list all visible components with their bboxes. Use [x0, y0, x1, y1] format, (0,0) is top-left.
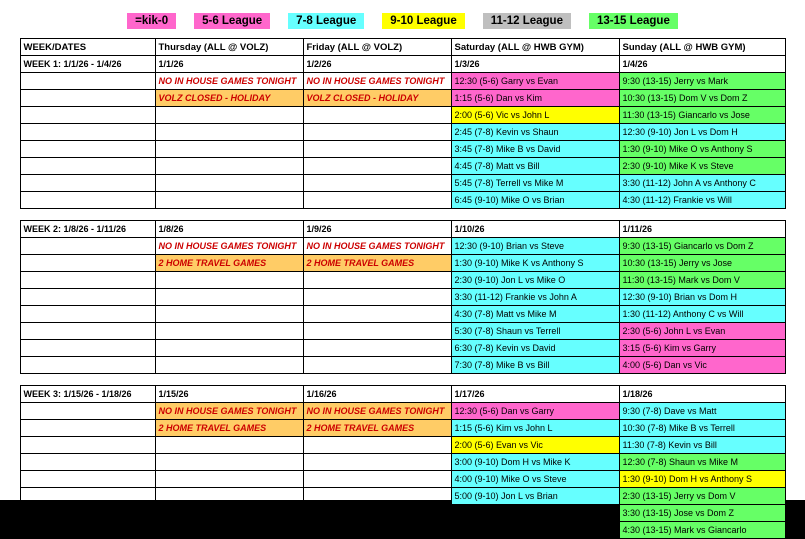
row-spacer	[20, 289, 155, 306]
table-row	[20, 522, 785, 539]
game-cell-sunday: 4:30 (11-12) Frankie vs Will	[619, 192, 785, 209]
game-cell-friday	[303, 192, 451, 209]
game-cell-sunday: 1:30 (11-12) Anthony C vs Will	[619, 306, 785, 323]
game-cell-friday	[303, 124, 451, 141]
row-spacer	[20, 340, 155, 357]
table-row	[20, 238, 785, 255]
day-date: 1/16/26	[303, 386, 451, 403]
game-cell-saturday: 1:15 (5-6) Dan vs Kim	[451, 90, 619, 107]
game-cell-thursday: 2 HOME TRAVEL GAMES	[155, 255, 303, 272]
week-label: WEEK 1: 1/1/26 - 1/4/26	[20, 56, 155, 73]
separator-cell	[155, 209, 303, 221]
row-spacer	[20, 488, 155, 505]
separator-cell	[619, 374, 785, 386]
game-cell-sunday: 2:30 (9-10) Mike K vs Steve	[619, 158, 785, 175]
table-row	[20, 340, 785, 357]
game-cell-friday	[303, 175, 451, 192]
game-cell-friday	[303, 454, 451, 471]
separator-cell	[303, 374, 451, 386]
day-date: 1/8/26	[155, 221, 303, 238]
game-cell-saturday: 7:00 (11-12) John A vs Will	[451, 522, 619, 539]
table-row	[20, 141, 785, 158]
game-cell-thursday: VOLZ CLOSED - HOLIDAY	[155, 90, 303, 107]
game-cell-friday	[303, 158, 451, 175]
game-cell-saturday: 12:30 (5-6) Garry vs Evan	[451, 73, 619, 90]
legend-item: 7-8 League	[288, 13, 364, 29]
game-cell-sunday: 11:30 (13-15) Mark vs Dom V	[619, 272, 785, 289]
table-header-row	[20, 39, 785, 56]
game-cell-friday	[303, 505, 451, 522]
game-cell-friday	[303, 437, 451, 454]
game-cell-saturday: 6:30 (7-8) Kevin vs David	[451, 340, 619, 357]
game-cell-sunday: 3:30 (11-12) John A vs Anthony C	[619, 175, 785, 192]
game-cell-thursday	[155, 437, 303, 454]
legend-item: 5-6 League	[194, 13, 270, 29]
game-cell-saturday: 12:30 (9-10) Brian vs Steve	[451, 238, 619, 255]
schedule-table	[20, 38, 786, 539]
row-spacer	[20, 437, 155, 454]
table-row	[20, 107, 785, 124]
game-cell-saturday: 5:00 (9-10) Jon L vs Brian	[451, 488, 619, 505]
game-cell-sunday: 1:30 (9-10) Mike O vs Anthony S	[619, 141, 785, 158]
day-date: 1/18/26	[619, 386, 785, 403]
table-row	[20, 488, 785, 505]
game-cell-saturday: 4:45 (7-8) Matt vs Bill	[451, 158, 619, 175]
game-cell-saturday: 1:15 (5-6) Kim vs John L	[451, 420, 619, 437]
column-header: Friday (ALL @ VOLZ)	[303, 39, 451, 56]
game-cell-friday	[303, 323, 451, 340]
game-cell-thursday	[155, 175, 303, 192]
column-header: WEEK/DATES	[20, 39, 155, 56]
row-spacer	[20, 471, 155, 488]
game-cell-thursday: 2 HOME TRAVEL GAMES	[155, 420, 303, 437]
separator-cell	[20, 209, 155, 221]
row-spacer	[20, 73, 155, 90]
league-legend	[0, 0, 805, 38]
row-spacer	[20, 272, 155, 289]
game-cell-thursday: NO IN HOUSE GAMES TONIGHT	[155, 238, 303, 255]
table-row	[20, 403, 785, 420]
week-date-row	[20, 386, 785, 403]
table-row	[20, 505, 785, 522]
game-cell-friday: VOLZ CLOSED - HOLIDAY	[303, 90, 451, 107]
table-row	[20, 437, 785, 454]
row-spacer	[20, 90, 155, 107]
game-cell-friday	[303, 272, 451, 289]
row-spacer	[20, 323, 155, 340]
game-cell-sunday: 12:30 (9-10) Brian vs Dom H	[619, 289, 785, 306]
game-cell-thursday	[155, 306, 303, 323]
game-cell-sunday: 10:30 (13-15) Jerry vs Jose	[619, 255, 785, 272]
row-spacer	[20, 306, 155, 323]
legend-item: 11-12 League	[483, 13, 571, 29]
row-spacer	[20, 505, 155, 522]
column-header: Saturday (ALL @ HWB GYM)	[451, 39, 619, 56]
game-cell-sunday: 3:15 (5-6) Kim vs Garry	[619, 340, 785, 357]
row-spacer	[20, 357, 155, 374]
table-row	[20, 90, 785, 107]
game-cell-sunday: 10:30 (13-15) Dom V vs Dom Z	[619, 90, 785, 107]
week-label: WEEK 2: 1/8/26 - 1/11/26	[20, 221, 155, 238]
game-cell-sunday: 2:30 (5-6) John L vs Evan	[619, 323, 785, 340]
row-spacer	[20, 141, 155, 158]
game-cell-saturday: 1:30 (9-10) Mike K vs Anthony S	[451, 255, 619, 272]
game-cell-thursday	[155, 454, 303, 471]
game-cell-thursday	[155, 192, 303, 209]
game-cell-thursday	[155, 357, 303, 374]
game-cell-friday: NO IN HOUSE GAMES TONIGHT	[303, 403, 451, 420]
game-cell-sunday: 11:30 (7-8) Kevin vs Bill	[619, 437, 785, 454]
day-date: 1/11/26	[619, 221, 785, 238]
day-date: 1/15/26	[155, 386, 303, 403]
table-row	[20, 420, 785, 437]
week-separator	[20, 374, 785, 386]
row-spacer	[20, 238, 155, 255]
game-cell-friday	[303, 141, 451, 158]
game-cell-saturday: 2:30 (9-10) Jon L vs Mike O	[451, 272, 619, 289]
game-cell-friday	[303, 488, 451, 505]
row-spacer	[20, 192, 155, 209]
table-row	[20, 323, 785, 340]
game-cell-thursday: NO IN HOUSE GAMES TONIGHT	[155, 73, 303, 90]
table-row	[20, 357, 785, 374]
legend-item: 9-10 League	[382, 13, 464, 29]
row-spacer	[20, 158, 155, 175]
game-cell-friday	[303, 289, 451, 306]
table-row	[20, 175, 785, 192]
game-cell-friday	[303, 107, 451, 124]
day-date: 1/17/26	[451, 386, 619, 403]
column-header: Thursday (ALL @ VOLZ)	[155, 39, 303, 56]
game-cell-thursday	[155, 522, 303, 539]
legend-item: 13-15 League	[589, 13, 678, 29]
game-cell-friday: 2 HOME TRAVEL GAMES	[303, 420, 451, 437]
separator-cell	[155, 374, 303, 386]
game-cell-thursday	[155, 471, 303, 488]
game-cell-thursday: NO IN HOUSE GAMES TONIGHT	[155, 403, 303, 420]
game-cell-thursday	[155, 323, 303, 340]
game-cell-saturday: 3:45 (7-8) Mike B vs David	[451, 141, 619, 158]
game-cell-thursday	[155, 289, 303, 306]
week-label: WEEK 3: 1/15/26 - 1/18/26	[20, 386, 155, 403]
game-cell-friday	[303, 357, 451, 374]
row-spacer	[20, 124, 155, 141]
game-cell-friday: NO IN HOUSE GAMES TONIGHT	[303, 238, 451, 255]
table-row	[20, 471, 785, 488]
week-date-row	[20, 221, 785, 238]
game-cell-friday	[303, 522, 451, 539]
game-cell-saturday: 4:00 (9-10) Mike O vs Steve	[451, 471, 619, 488]
table-row	[20, 289, 785, 306]
separator-cell	[20, 374, 155, 386]
day-date: 1/3/26	[451, 56, 619, 73]
row-spacer	[20, 175, 155, 192]
game-cell-friday	[303, 306, 451, 323]
game-cell-thursday	[155, 272, 303, 289]
game-cell-saturday: 5:30 (7-8) Shaun vs Terrell	[451, 323, 619, 340]
table-row	[20, 124, 785, 141]
game-cell-thursday	[155, 505, 303, 522]
game-cell-sunday: 2:30 (13-15) Jerry vs Dom V	[619, 488, 785, 505]
table-row	[20, 192, 785, 209]
row-spacer	[20, 255, 155, 272]
game-cell-saturday: 5:45 (7-8) Terrell vs Mike M	[451, 175, 619, 192]
game-cell-saturday: 2:00 (5-6) Vic vs John L	[451, 107, 619, 124]
game-cell-friday: 2 HOME TRAVEL GAMES	[303, 255, 451, 272]
row-spacer	[20, 522, 155, 539]
game-cell-saturday: 7:30 (7-8) Mike B vs Bill	[451, 357, 619, 374]
day-date: 1/2/26	[303, 56, 451, 73]
separator-cell	[451, 374, 619, 386]
separator-cell	[451, 209, 619, 221]
game-cell-sunday: 9:30 (13-15) Jerry vs Mark	[619, 73, 785, 90]
table-row	[20, 454, 785, 471]
game-cell-friday: NO IN HOUSE GAMES TONIGHT	[303, 73, 451, 90]
day-date: 1/1/26	[155, 56, 303, 73]
game-cell-saturday: 2:45 (7-8) Kevin vs Shaun	[451, 124, 619, 141]
separator-cell	[303, 209, 451, 221]
game-cell-saturday: 3:00 (9-10) Dom H vs Mike K	[451, 454, 619, 471]
row-spacer	[20, 420, 155, 437]
game-cell-saturday: 6:45 (9-10) Mike O vs Brian	[451, 192, 619, 209]
game-cell-friday	[303, 340, 451, 357]
table-row	[20, 272, 785, 289]
row-spacer	[20, 454, 155, 471]
game-cell-saturday: 6:00 (11-12) Frankie vs Anthony C	[451, 505, 619, 522]
game-cell-sunday: 10:30 (7-8) Mike B vs Terrell	[619, 420, 785, 437]
game-cell-sunday: 3:30 (13-15) Jose vs Dom Z	[619, 505, 785, 522]
table-row	[20, 73, 785, 90]
game-cell-saturday: 12:30 (5-6) Dan vs Garry	[451, 403, 619, 420]
table-row	[20, 158, 785, 175]
table-row	[20, 306, 785, 323]
game-cell-sunday: 11:30 (13-15) Giancarlo vs Jose	[619, 107, 785, 124]
table-row	[20, 255, 785, 272]
separator-cell	[619, 209, 785, 221]
game-cell-sunday: 4:00 (5-6) Dan vs Vic	[619, 357, 785, 374]
game-cell-thursday	[155, 107, 303, 124]
game-cell-sunday: 12:30 (7-8) Shaun vs Mike M	[619, 454, 785, 471]
game-cell-saturday: 3:30 (11-12) Frankie vs John A	[451, 289, 619, 306]
game-cell-thursday	[155, 488, 303, 505]
row-spacer	[20, 107, 155, 124]
legend-item: =kik-0	[127, 13, 176, 29]
game-cell-sunday: 9:30 (7-8) Dave vs Matt	[619, 403, 785, 420]
game-cell-thursday	[155, 340, 303, 357]
day-date: 1/4/26	[619, 56, 785, 73]
week-date-row	[20, 56, 785, 73]
game-cell-thursday	[155, 141, 303, 158]
day-date: 1/10/26	[451, 221, 619, 238]
game-cell-saturday: 4:30 (7-8) Matt vs Mike M	[451, 306, 619, 323]
day-date: 1/9/26	[303, 221, 451, 238]
column-header: Sunday (ALL @ HWB GYM)	[619, 39, 785, 56]
game-cell-sunday: 9:30 (13-15) Giancarlo vs Dom Z	[619, 238, 785, 255]
week-separator	[20, 209, 785, 221]
game-cell-friday	[303, 471, 451, 488]
game-cell-thursday	[155, 158, 303, 175]
game-cell-sunday: 4:30 (13-15) Mark vs Giancarlo	[619, 522, 785, 539]
game-cell-sunday: 12:30 (9-10) Jon L vs Dom H	[619, 124, 785, 141]
row-spacer	[20, 403, 155, 420]
game-cell-saturday: 2:00 (5-6) Evan vs Vic	[451, 437, 619, 454]
game-cell-sunday: 1:30 (9-10) Dom H vs Anthony S	[619, 471, 785, 488]
game-cell-thursday	[155, 124, 303, 141]
